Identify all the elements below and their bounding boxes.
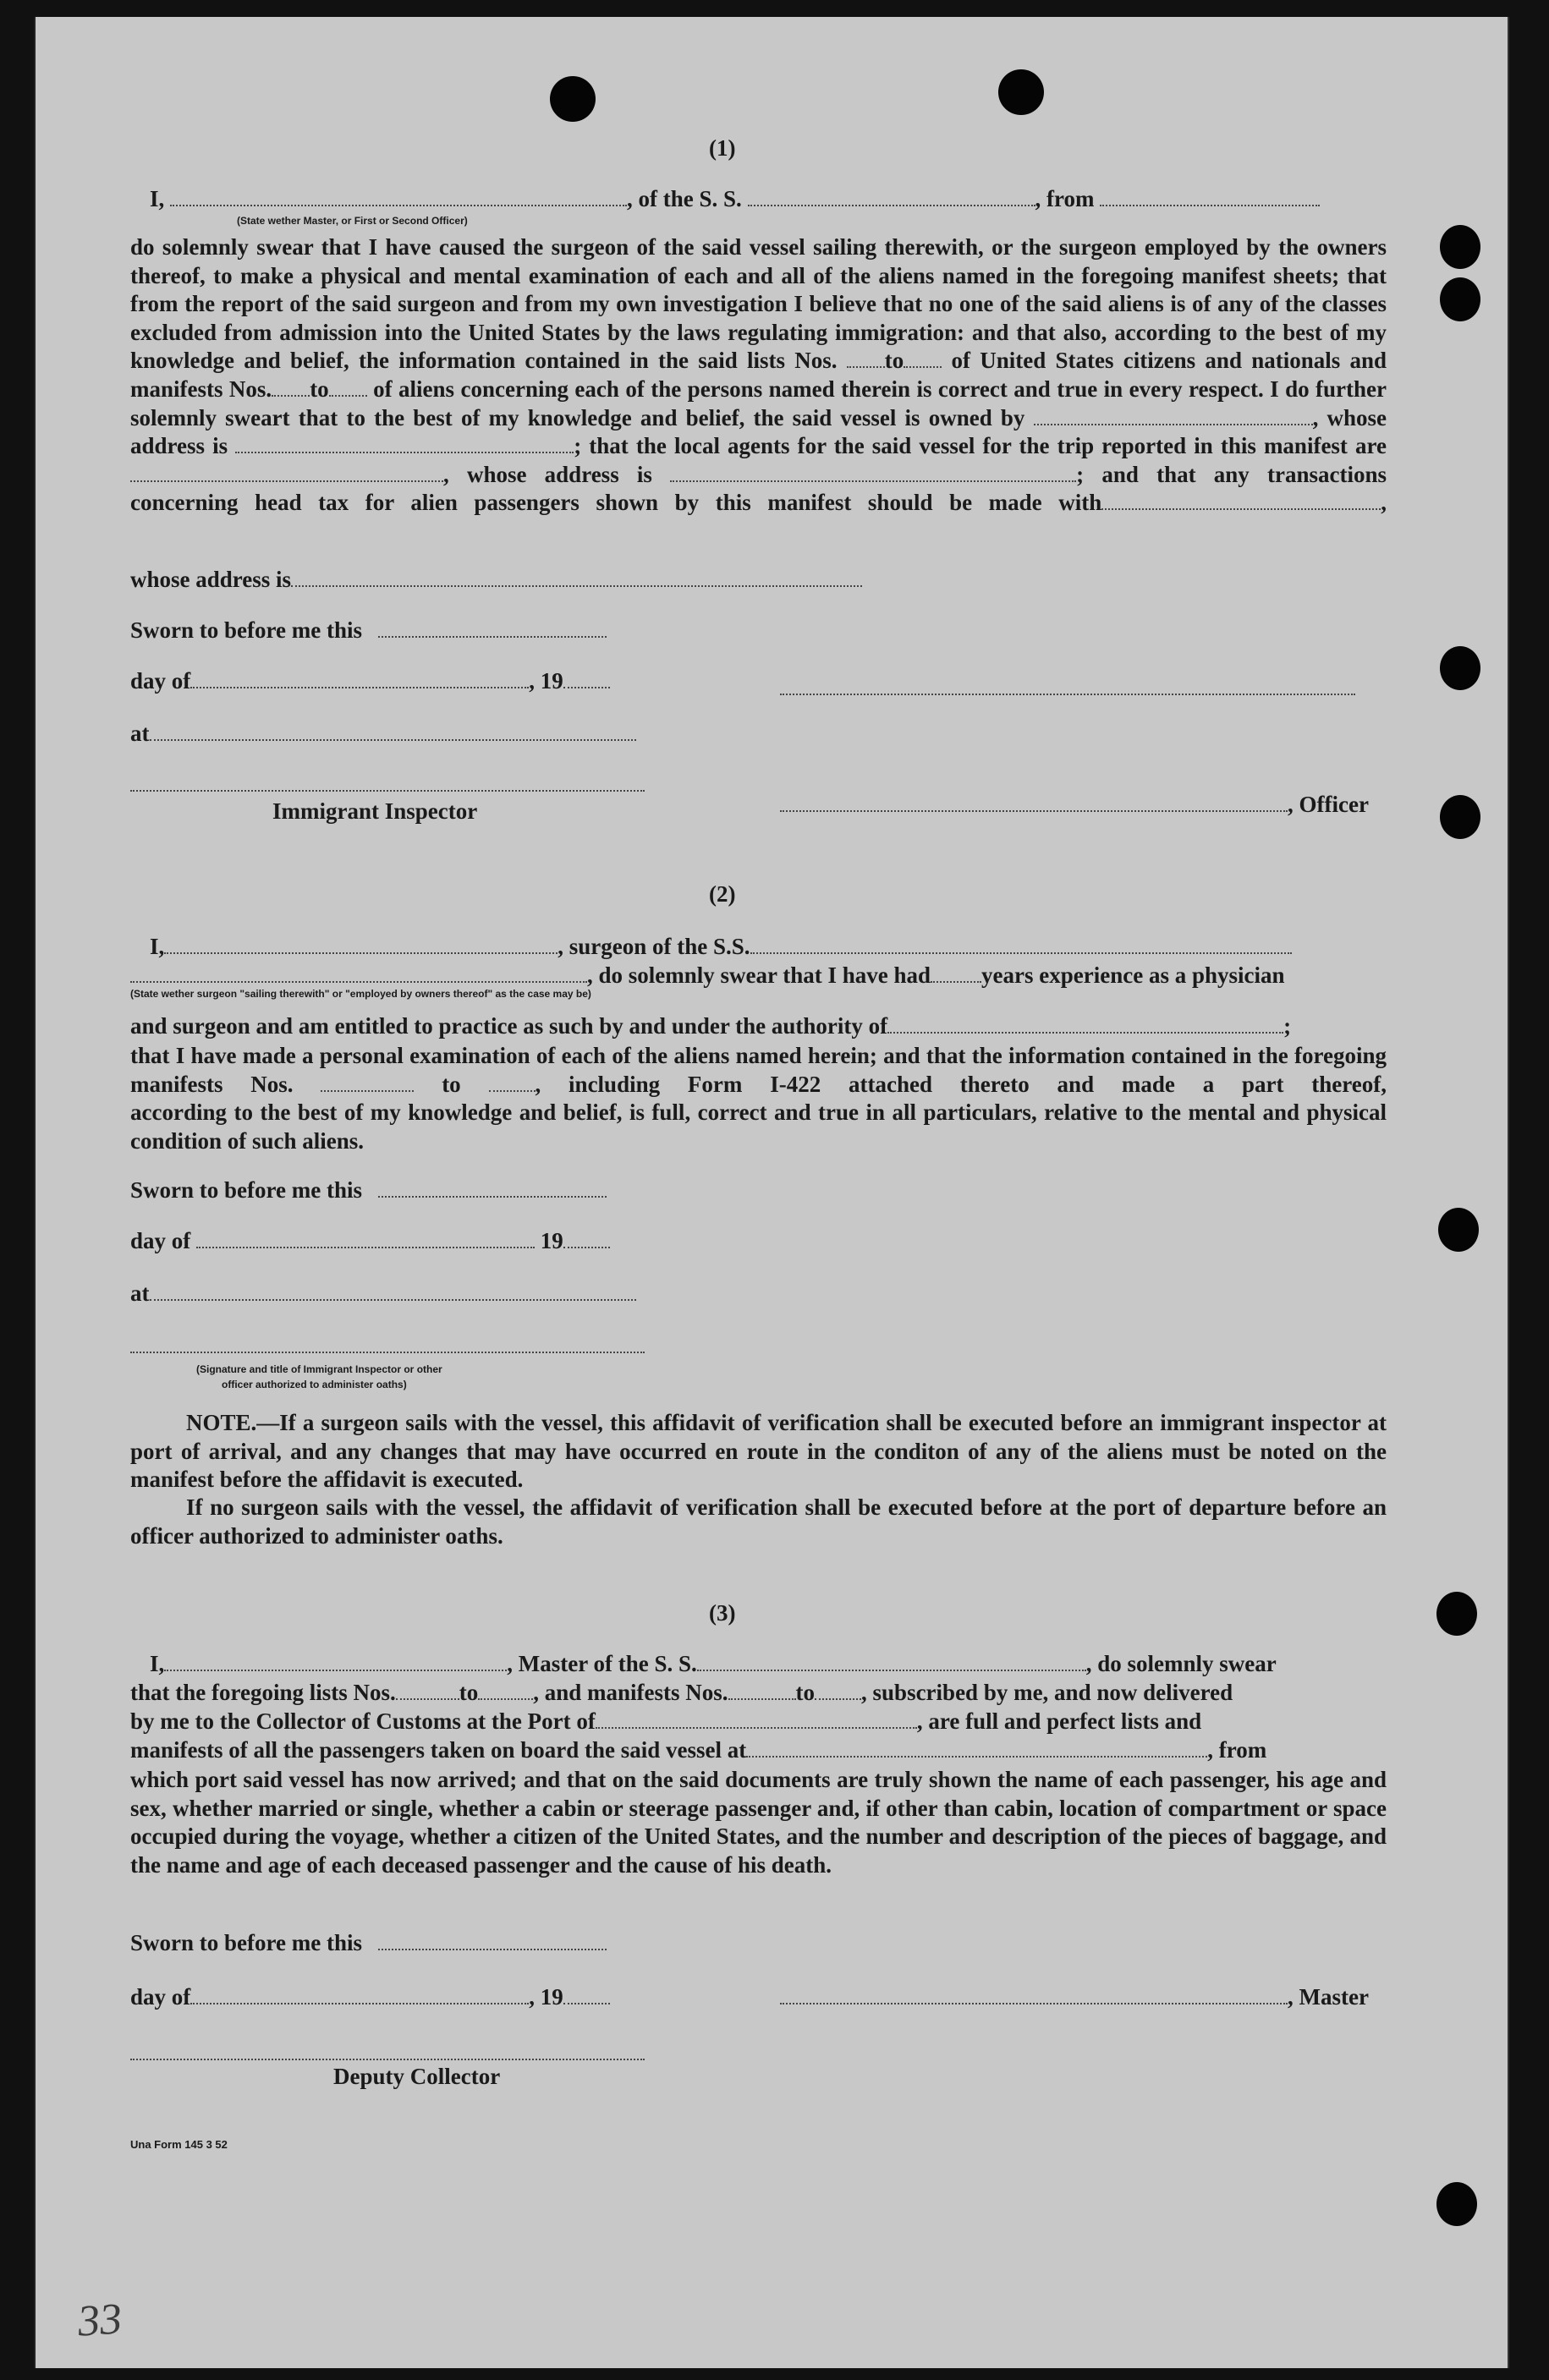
surgeon-caption: (State wether surgeon "sailing therewith" or "employed by owners thereof" as the case may be) [130, 988, 591, 1000]
officer-signature-line-top [780, 675, 1355, 701]
from-port-field[interactable] [1100, 188, 1320, 206]
inspector-signature-field[interactable] [130, 773, 645, 792]
collector-signature-line [130, 2040, 645, 2066]
form-number: Una Form 145 3 52 [130, 2138, 228, 2151]
at-place-field[interactable] [150, 722, 636, 741]
list-to-field[interactable] [904, 349, 942, 368]
punch-hole [1438, 1208, 1479, 1252]
sworn-date-field[interactable] [378, 1179, 607, 1198]
section-number: (2) [709, 881, 736, 907]
deputy-collector-label: Deputy Collector [333, 2064, 501, 2089]
note-paragraph: If no surgeon sails with the vessel, the affidavit of verification shall be executed before at the port of departure before an officer authorized to administer oaths. [130, 1494, 1387, 1549]
inspector-signature-line [130, 1333, 645, 1359]
inspector-signature-line [130, 771, 645, 798]
years-field[interactable] [931, 964, 981, 983]
collector-signature-field[interactable] [130, 2042, 645, 2060]
sworn-line: Sworn to before me this [130, 1177, 607, 1204]
master-signature-field[interactable] [780, 1986, 1288, 2004]
port-field[interactable] [596, 1710, 917, 1729]
surgeon-body-end: according to the best of my knowledge and belief, is full, correct and true in all particulars, relative to the mental and physical condition of such aliens. [130, 1100, 1387, 1154]
punch-hole [550, 76, 596, 122]
section-number: (1) [709, 135, 736, 161]
punch-hole [1440, 795, 1480, 839]
sworn-line: Sworn to before me this [130, 1930, 607, 1956]
owner-field[interactable] [1034, 407, 1313, 425]
sworn-date-field[interactable] [378, 1932, 607, 1950]
signature-caption: (Signature and title of Immigrant Inspector or other [196, 1363, 442, 1375]
surgeon-body: that I have made a personal examination of each of the aliens named herein; and that the information contained in the foregoing manifests Nos. to , including Form I-422 attached thereto and made a part thereof, [130, 1043, 1387, 1097]
punch-hole [1440, 646, 1480, 690]
manifest-to-field[interactable] [815, 1681, 861, 1700]
officer-line: , Officer [780, 792, 1369, 818]
list-from-field[interactable] [396, 1681, 459, 1700]
manifests-line: manifests of all the passengers taken on board the said vessel at , from [130, 1737, 1267, 1763]
at-line: at [130, 721, 636, 747]
day-line: day of , 19 [130, 1984, 610, 2010]
year-field[interactable] [563, 1986, 610, 2004]
lists-line: that the foregoing lists Nos. to , and manifests Nos. to , subscribed by me, and now delivered [130, 1680, 1233, 1705]
master-name-field[interactable] [164, 1653, 507, 1671]
owner-address-field[interactable] [235, 435, 574, 453]
experience-line: , do solemnly swear that I have had years experience as a physician [130, 962, 1285, 989]
sworn-date-field[interactable] [378, 619, 607, 638]
master-signature-line: , Master [780, 1984, 1369, 2010]
collector-line: by me to the Collector of Customs at the Port of , are full and perfect lists and [130, 1708, 1202, 1734]
manifest-to-field[interactable] [329, 378, 367, 397]
master-line: I, , Master of the S. S. , do solemnly swear [150, 1651, 1277, 1676]
officer-signature-field[interactable] [780, 793, 1288, 812]
list-from-field[interactable] [847, 349, 885, 368]
head-tax-contact-field[interactable] [1101, 491, 1381, 510]
day-field[interactable] [190, 670, 529, 688]
manifest-from-field[interactable] [272, 378, 310, 397]
surgeon-name-field[interactable] [164, 935, 558, 954]
manifest-from-field[interactable] [321, 1073, 414, 1092]
inspector-signature-field[interactable] [130, 1335, 645, 1353]
surgeon-status-field[interactable] [130, 964, 587, 983]
officer-caption: (State wether Master, or First or Second Officer) [237, 215, 468, 227]
officer-name-field[interactable] [170, 188, 627, 206]
at-place-field[interactable] [150, 1282, 636, 1301]
punch-hole [1436, 1592, 1477, 1636]
oath-body-1: do solemnly swear that I have caused the surgeon of the said vessel sailing therewith, or the surgeon employed by the owners thereof, to make a physical and mental examination of each and all of the aliens named in the foregoing manifest sheets; that from the report of the said surgeon and from my own investigation I believe that no one of the said aliens is of any of the classes excluded from admission into the United States by the laws regulating immigration: and that also, according to the best of my knowledge and belief, the information contained in the said lists Nos. to of United States citizens and nationals and manifests Nos. to of aliens concerning each of the persons named therein is correct and true in every respect. I do further solemnly sweart that to the best of my knowledge and belief, the said vessel is owned by , whose address is ; that the local agents for the said vessel for the trip reported in this manifest are , whose address is ; and that any transactions concerning head tax for alien passengers shown by this manifest should be made with , [130, 234, 1387, 516]
at-line: at [130, 1280, 636, 1307]
i-label: I, [150, 186, 165, 211]
boarding-port-field[interactable] [746, 1739, 1207, 1758]
manifest-to-field[interactable] [489, 1073, 536, 1092]
head-tax-address-field[interactable] [291, 568, 862, 587]
year-field[interactable] [563, 1230, 610, 1248]
authority-field[interactable] [887, 1015, 1283, 1034]
surgeon-vessel-field[interactable] [750, 935, 1292, 954]
day-line: day of , 19 [130, 668, 610, 694]
punch-hole [998, 69, 1044, 115]
punch-hole [1436, 2182, 1477, 2226]
manifest-from-field[interactable] [728, 1681, 796, 1700]
agents-field[interactable] [130, 463, 443, 482]
signature-caption: officer authorized to administer oaths) [222, 1379, 407, 1390]
day-field[interactable] [190, 1986, 529, 2004]
list-to-field[interactable] [478, 1681, 533, 1700]
oath-line-1: I, , of the S. S. , from [150, 186, 1320, 212]
signature-field[interactable] [780, 677, 1355, 695]
note-paragraph: NOTE.—If a surgeon sails with the vessel, this affidavit of verification shall be executed before an immigrant inspector at port of arrival, and any changes that may have occurred en route in the conditon of any of the aliens must be noted on the manifest before the affidavit is executed. [130, 1410, 1387, 1493]
document-page [34, 17, 1509, 2368]
day-field[interactable] [196, 1230, 535, 1248]
master-vessel-field[interactable] [697, 1653, 1086, 1671]
punch-hole [1440, 225, 1480, 269]
master-body: which port said vessel has now arrived; and that on the said documents are truly shown the name of each passenger, his age and sex, whether married or single, whether a cabin or steerage passenger and, if other than cabin, location of compartment or space occupied during the voyage, whether a citizen of the United States, and the number and description of the pieces of baggage, and the name and age of each deceased passenger and the cause of his death. [130, 1767, 1387, 1878]
surgeon-line: I, , surgeon of the S.S. [150, 934, 1292, 960]
handwritten-page-number: 33 [76, 2295, 124, 2346]
authority-line: and surgeon and am entitled to practice as such by and under the authority of ; [130, 1013, 1292, 1039]
vessel-name-field[interactable] [748, 188, 1035, 206]
inspector-label: Immigrant Inspector [272, 798, 478, 824]
section-number: (3) [709, 1600, 736, 1626]
agents-address-field[interactable] [670, 463, 1076, 482]
year-field[interactable] [563, 670, 610, 688]
day-line: day of 19 [130, 1228, 610, 1254]
sworn-line: Sworn to before me this [130, 617, 607, 644]
punch-hole [1440, 277, 1480, 321]
head-tax-address-line: whose address is [130, 567, 862, 593]
